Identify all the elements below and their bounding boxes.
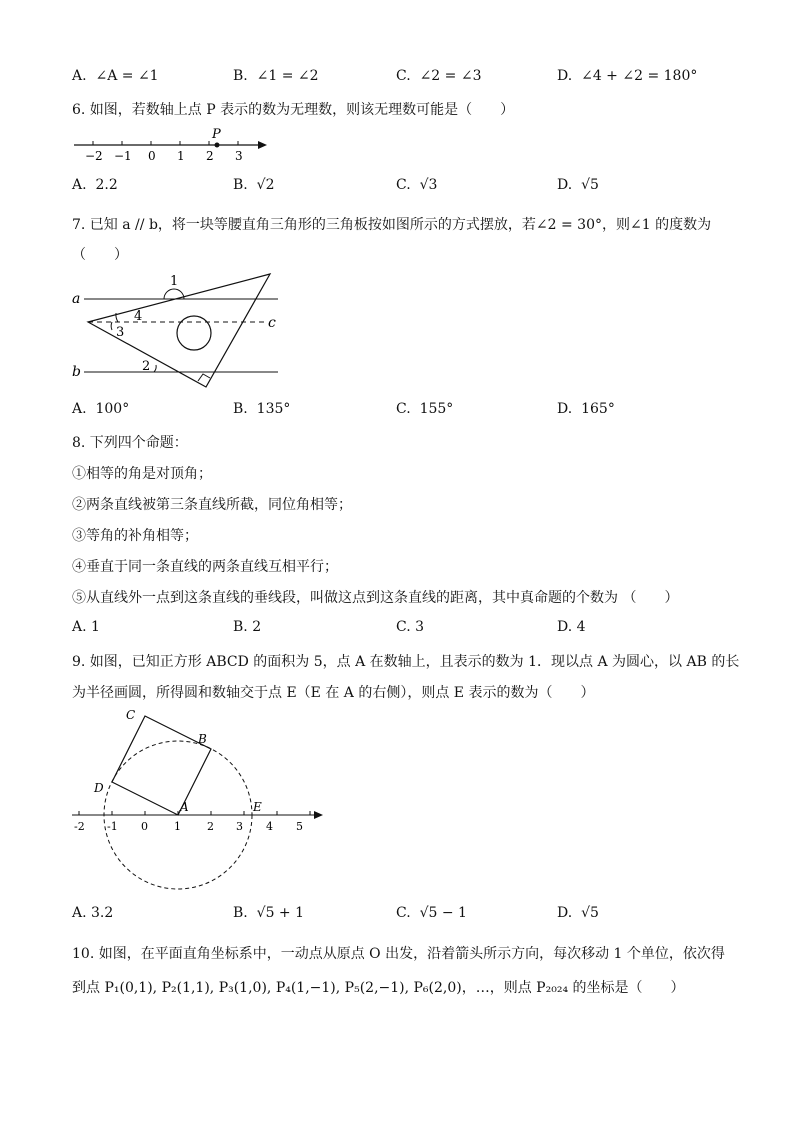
tick-label: 2 [206, 149, 214, 163]
tick-label: 1 [177, 149, 185, 163]
q9-stem-line1: 9. 如图，已知正方形 ABCD 的面积为 5，点 A 在数轴上，且表示的数为 1．现以点 A 为圆心，以 AB 的长 [72, 654, 740, 670]
q8-item-3: ③等角的补角相等； [72, 528, 198, 544]
q8-stem: 8. 下列四个命题： [72, 435, 188, 451]
label-c: c [268, 315, 276, 331]
q8-item-2: ②两条直线被第三条直线所截，同位角相等； [72, 497, 352, 513]
q8-option-c[interactable]: C. 3 [396, 619, 425, 635]
label-angle-3: 3 [116, 325, 125, 340]
tick-label: −1 [114, 149, 132, 163]
q7-option-b[interactable]: B. 135° [233, 401, 291, 417]
q8-option-d[interactable]: D. 4 [557, 619, 586, 635]
q10-stem-line2: 到点 P₁(0,1), P₂(1,1), P₃(1,0), P₄(1,−1), P₅(2,−1), P₆(2,0)，…，则点 P₂₀₂₄ 的坐标是（ ） [72, 980, 685, 996]
q6-option-d[interactable]: D. √5 [557, 177, 599, 193]
label-B: B [198, 732, 207, 746]
q7-option-a[interactable]: A. 100° [72, 401, 130, 417]
q8-option-b[interactable]: B. 2 [233, 619, 262, 635]
q8-option-a[interactable]: A. 1 [72, 619, 100, 635]
tick-label: 2 [207, 820, 214, 833]
q6-option-b[interactable]: B. √2 [233, 177, 275, 193]
q9-option-c[interactable]: C. √5 − 1 [396, 905, 467, 921]
label-C: C [126, 708, 136, 722]
q5-option-b[interactable]: B. ∠1 = ∠2 [233, 68, 319, 84]
q10-stem-line1: 10. 如图，在平面直角坐标系中，一动点从原点 O 出发，沿着箭头所示方向，每次移动 1 个单位，依次得 [72, 946, 725, 962]
label-b: b [72, 364, 81, 380]
tick-label: 0 [148, 149, 156, 163]
tick-label: 3 [235, 149, 243, 163]
q9-figure [68, 705, 328, 890]
q6-option-c[interactable]: C. √3 [396, 177, 438, 193]
tick-label: 0 [141, 820, 148, 833]
q9-option-d[interactable]: D. √5 [557, 905, 599, 921]
q8-item-5: ⑤从直线外一点到这条直线的垂线段，叫做这点到这条直线的距离，其中真命题的个数为 （ ） [72, 590, 679, 606]
tick-label: -2 [74, 820, 85, 833]
q7-option-d[interactable]: D. 165° [557, 401, 615, 417]
q5-option-d[interactable]: D. ∠4 + ∠2 = 180° [557, 68, 698, 84]
tick-label: −2 [85, 149, 103, 163]
q9-option-b[interactable]: B. √5 + 1 [233, 905, 305, 921]
q7-stem: 7. 已知 a // b，将一块等腰直角三角形的三角板按如图所示的方式摆放，若∠2 = 30°，则∠1 的度数为 [72, 217, 712, 233]
q5-option-c[interactable]: C. ∠2 = ∠3 [396, 68, 482, 84]
tick-label: 4 [266, 820, 273, 833]
q6-option-a[interactable]: A. 2.2 [72, 177, 118, 193]
q7-stem-cont: （ ） [72, 247, 128, 263]
label-E: E [253, 800, 262, 814]
label-D: D [94, 781, 104, 795]
label-angle-1: 1 [170, 274, 179, 289]
label-angle-2: 2 [142, 359, 151, 374]
tick-label: 3 [236, 820, 243, 833]
q9-option-a[interactable]: A. 3.2 [72, 905, 114, 921]
q8-item-1: ①相等的角是对顶角； [72, 466, 212, 482]
q7-figure [70, 270, 290, 395]
label-a: a [72, 291, 81, 307]
q6-stem: 6. 如图，若数轴上点 P 表示的数为无理数，则该无理数可能是（ ） [72, 102, 515, 118]
tick-label: 5 [296, 820, 303, 833]
label-angle-4: 4 [134, 309, 143, 324]
tick-label: -1 [107, 820, 118, 833]
q7-option-c[interactable]: C. 155° [396, 401, 454, 417]
point-p-dot [215, 143, 220, 148]
q8-item-4: ④垂直于同一条直线的两条直线互相平行； [72, 559, 338, 575]
q9-stem-line2: 为半径画圆，所得圆和数轴交于点 E（E 在 A 的右侧），则点 E 表示的数为（ ） [72, 685, 595, 701]
label-A: A [180, 800, 189, 814]
q5-option-a[interactable]: A. ∠A = ∠1 [72, 68, 159, 84]
q6-number-line [72, 128, 272, 168]
point-p-label: P [212, 127, 221, 142]
tick-label: 1 [174, 820, 181, 833]
